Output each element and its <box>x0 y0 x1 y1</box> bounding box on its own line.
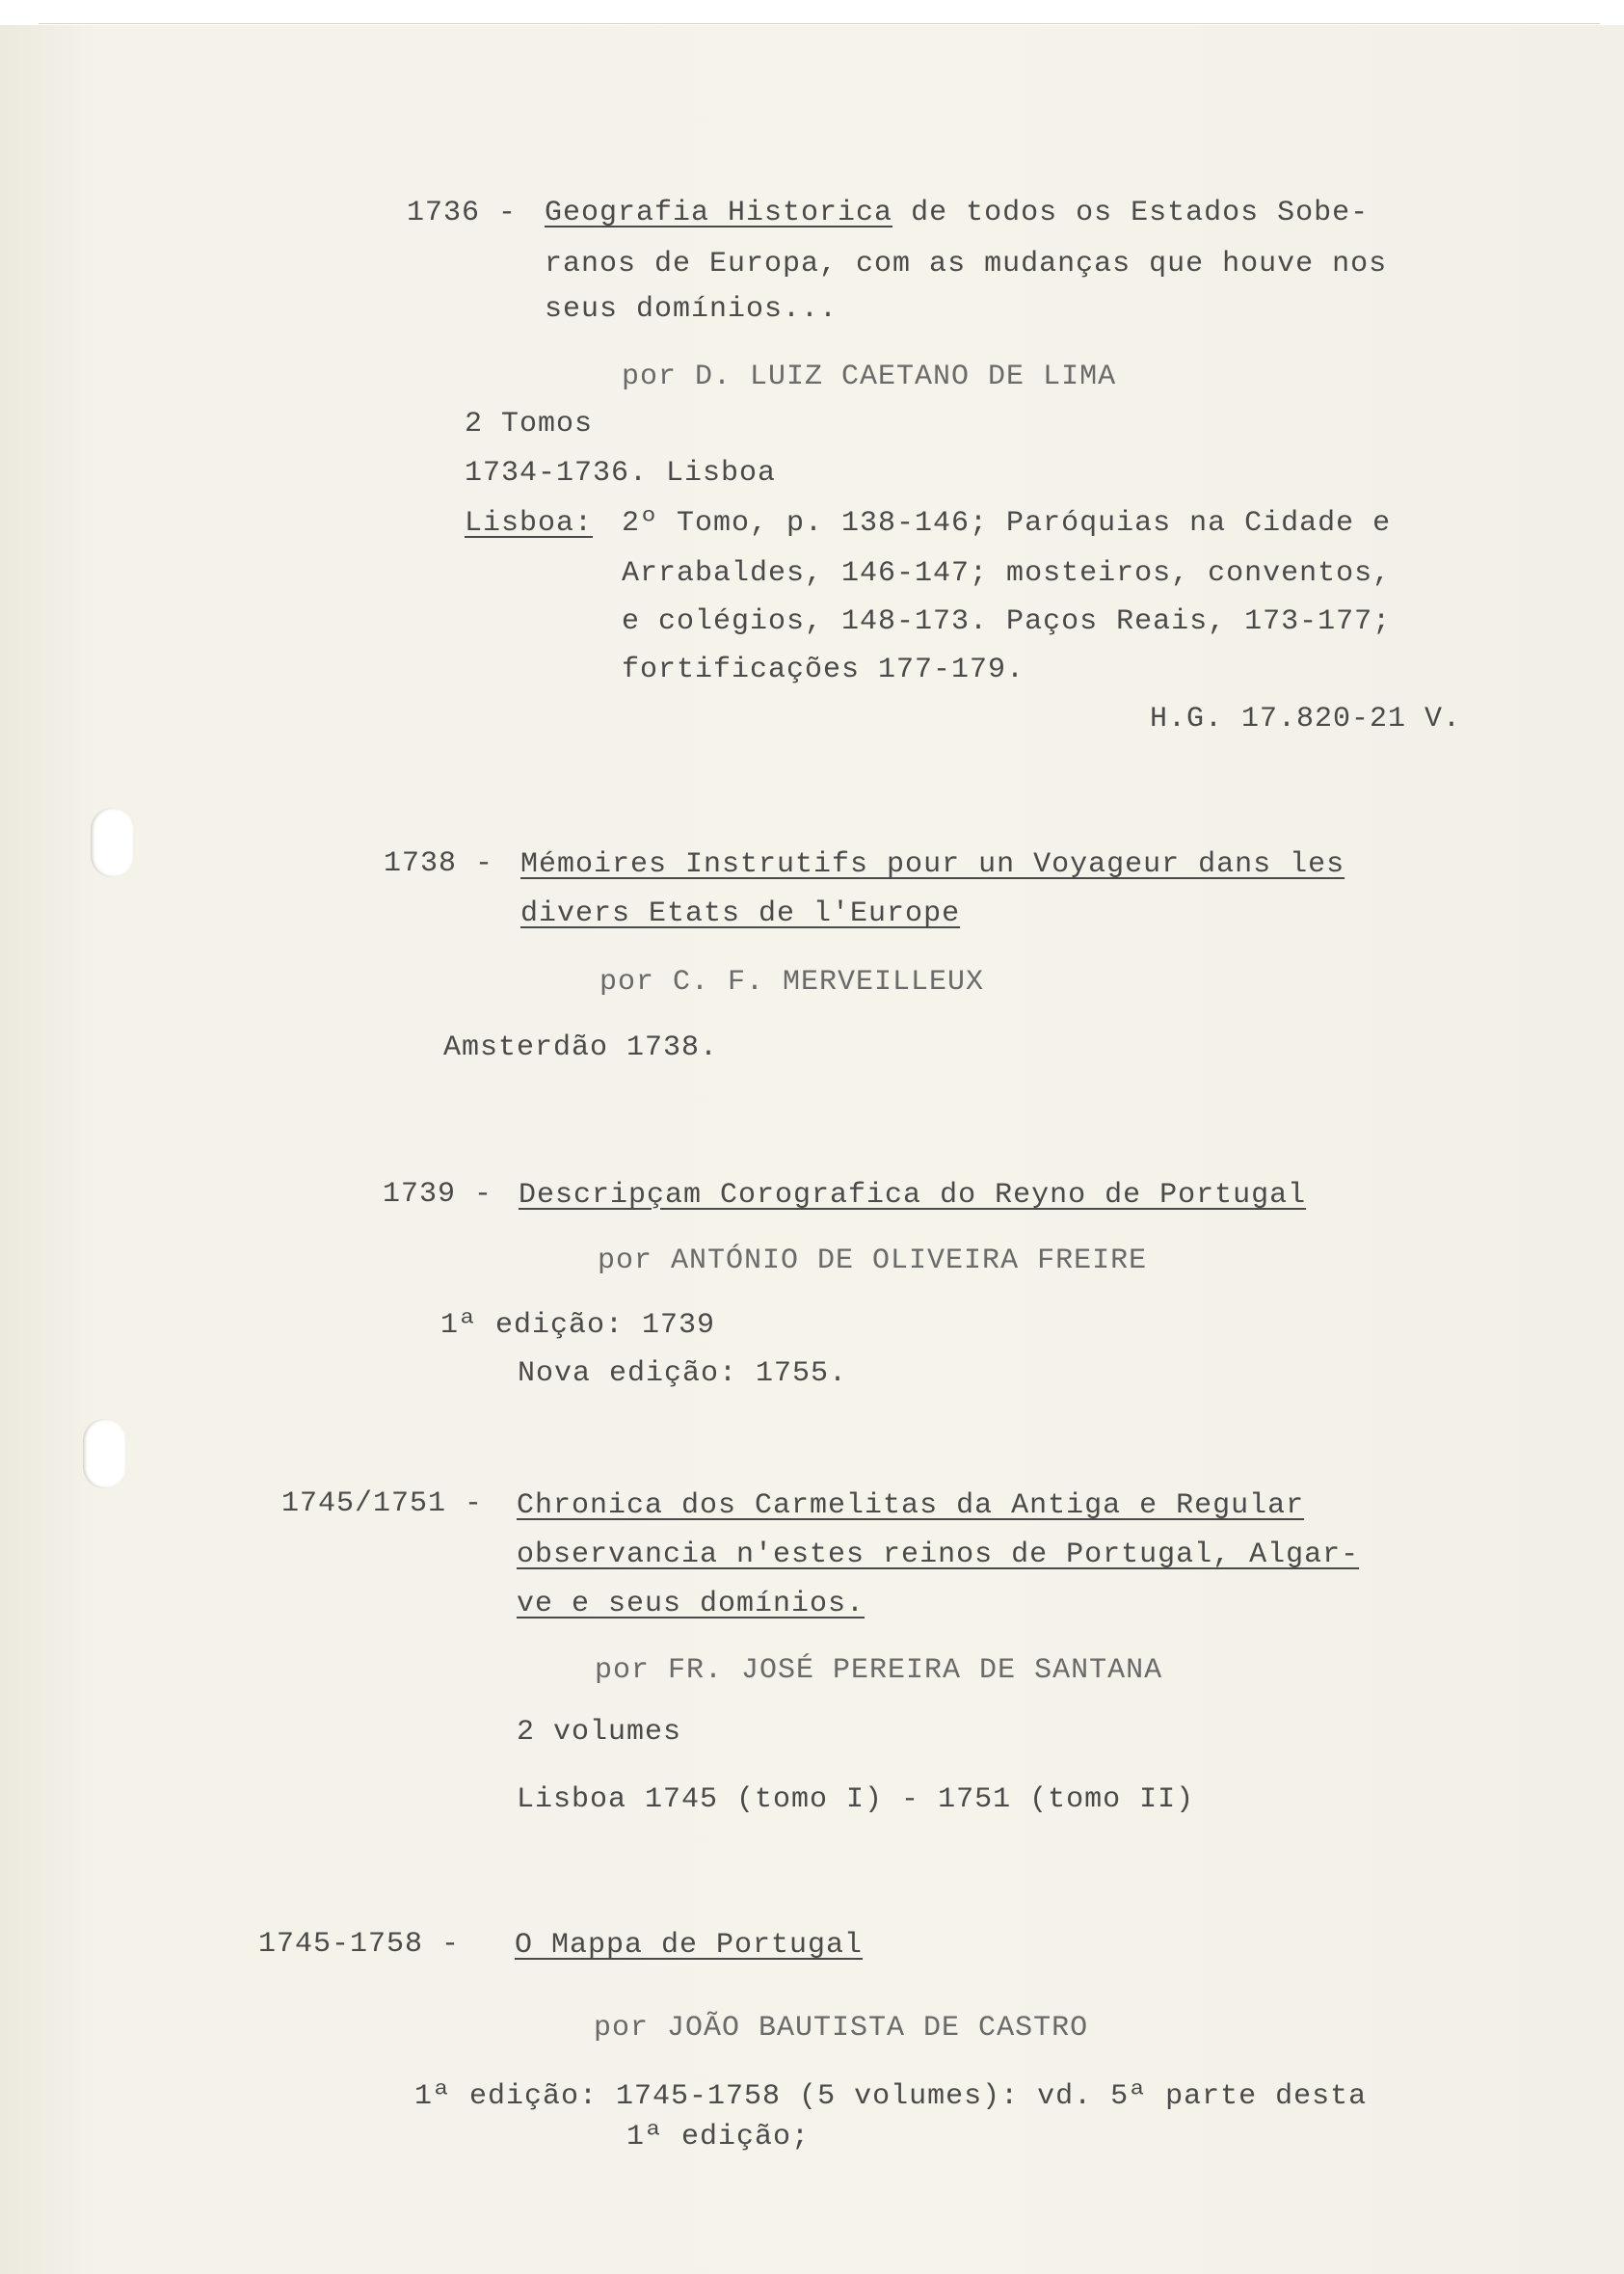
entry-title-line: Descripçam Corografica do Reyno de Portugal <box>519 1179 1307 1212</box>
entry-author: por FR. JOSÉ PEREIRA DE SANTANA <box>595 1654 1163 1687</box>
entry-detail: Lisboa 1745 (tomo I) - 1751 (tomo II) <box>517 1783 1195 1816</box>
entry-title-line <box>545 197 1369 229</box>
entry-lisboa-line: 2º Tomo, p. 138-146; Paróquias na Cidade e <box>622 507 1392 540</box>
entry-lisboa-line: Arrabaldes, 146-147; mosteiros, conventos, <box>622 557 1392 590</box>
entry-title-rest: de todos os Estados Sobe- <box>892 197 1370 229</box>
entry-detail: Nova edição: 1755. <box>518 1357 848 1390</box>
entry-title-line: seus domínios... <box>545 293 839 326</box>
entry-author: por JOÃO BAUTISTA DE CASTRO <box>594 2012 1089 2045</box>
entry-year: 1738 - <box>384 847 494 880</box>
entry-detail: 2 Tomos <box>465 408 594 441</box>
entry-lisboa-label: Lisboa: <box>465 507 594 540</box>
entry-title-line: O Mappa de Portugal <box>515 1929 864 1962</box>
punch-hole-top <box>91 808 133 877</box>
entry-year: 1739 - <box>383 1178 493 1211</box>
entry-lisboa-line: e colégios, 148-173. Paços Reais, 173-177; <box>622 605 1392 638</box>
punch-hole-bottom <box>83 1419 125 1488</box>
entry-author: por ANTÓNIO DE OLIVEIRA FREIRE <box>598 1244 1148 1277</box>
entry-detail: 1734-1736. Lisboa <box>465 457 777 490</box>
entry-detail: 1ª edição; <box>626 2121 811 2154</box>
entry-title-line: divers Etats de l'Europe <box>520 897 961 930</box>
entry-year: 1745-1758 - <box>258 1928 461 1961</box>
entry-title-line: Mémoires Instrutifs pour un Voyageur dans les <box>520 848 1345 881</box>
entry-author: por C. F. MERVEILLEUX <box>599 966 985 999</box>
entry-author: por D. LUIZ CAETANO DE LIMA <box>622 361 1117 393</box>
page-top-rule <box>39 23 1600 24</box>
entry-year: 1745/1751 - <box>281 1487 484 1520</box>
entry-year: 1736 - <box>407 197 518 229</box>
entry-lisboa-line: fortificações 177-179. <box>622 654 1025 686</box>
page-top-edge <box>0 0 1624 25</box>
entry-title-line: ranos de Europa, com as mudanças que houve nos <box>545 248 1388 281</box>
entry-reference: H.G. 17.820-21 V. <box>1150 703 1462 736</box>
entry-detail: Amsterdão 1738. <box>443 1031 719 1064</box>
entry-title-line: ve e seus domínios. <box>517 1588 865 1620</box>
entry-title-underlined: Geografia Historica <box>545 197 893 229</box>
entry-detail: 1ª edição: 1745-1758 (5 volumes): vd. 5ª parte desta <box>414 2080 1368 2113</box>
entry-detail: 1ª edição: 1739 <box>440 1309 716 1342</box>
entry-detail: 2 volumes <box>517 1716 682 1749</box>
entry-title-line: observancia n'estes reinos de Portugal, Algar- <box>517 1538 1360 1571</box>
entry-title-line: Chronica dos Carmelitas da Antiga e Regular <box>517 1489 1305 1522</box>
